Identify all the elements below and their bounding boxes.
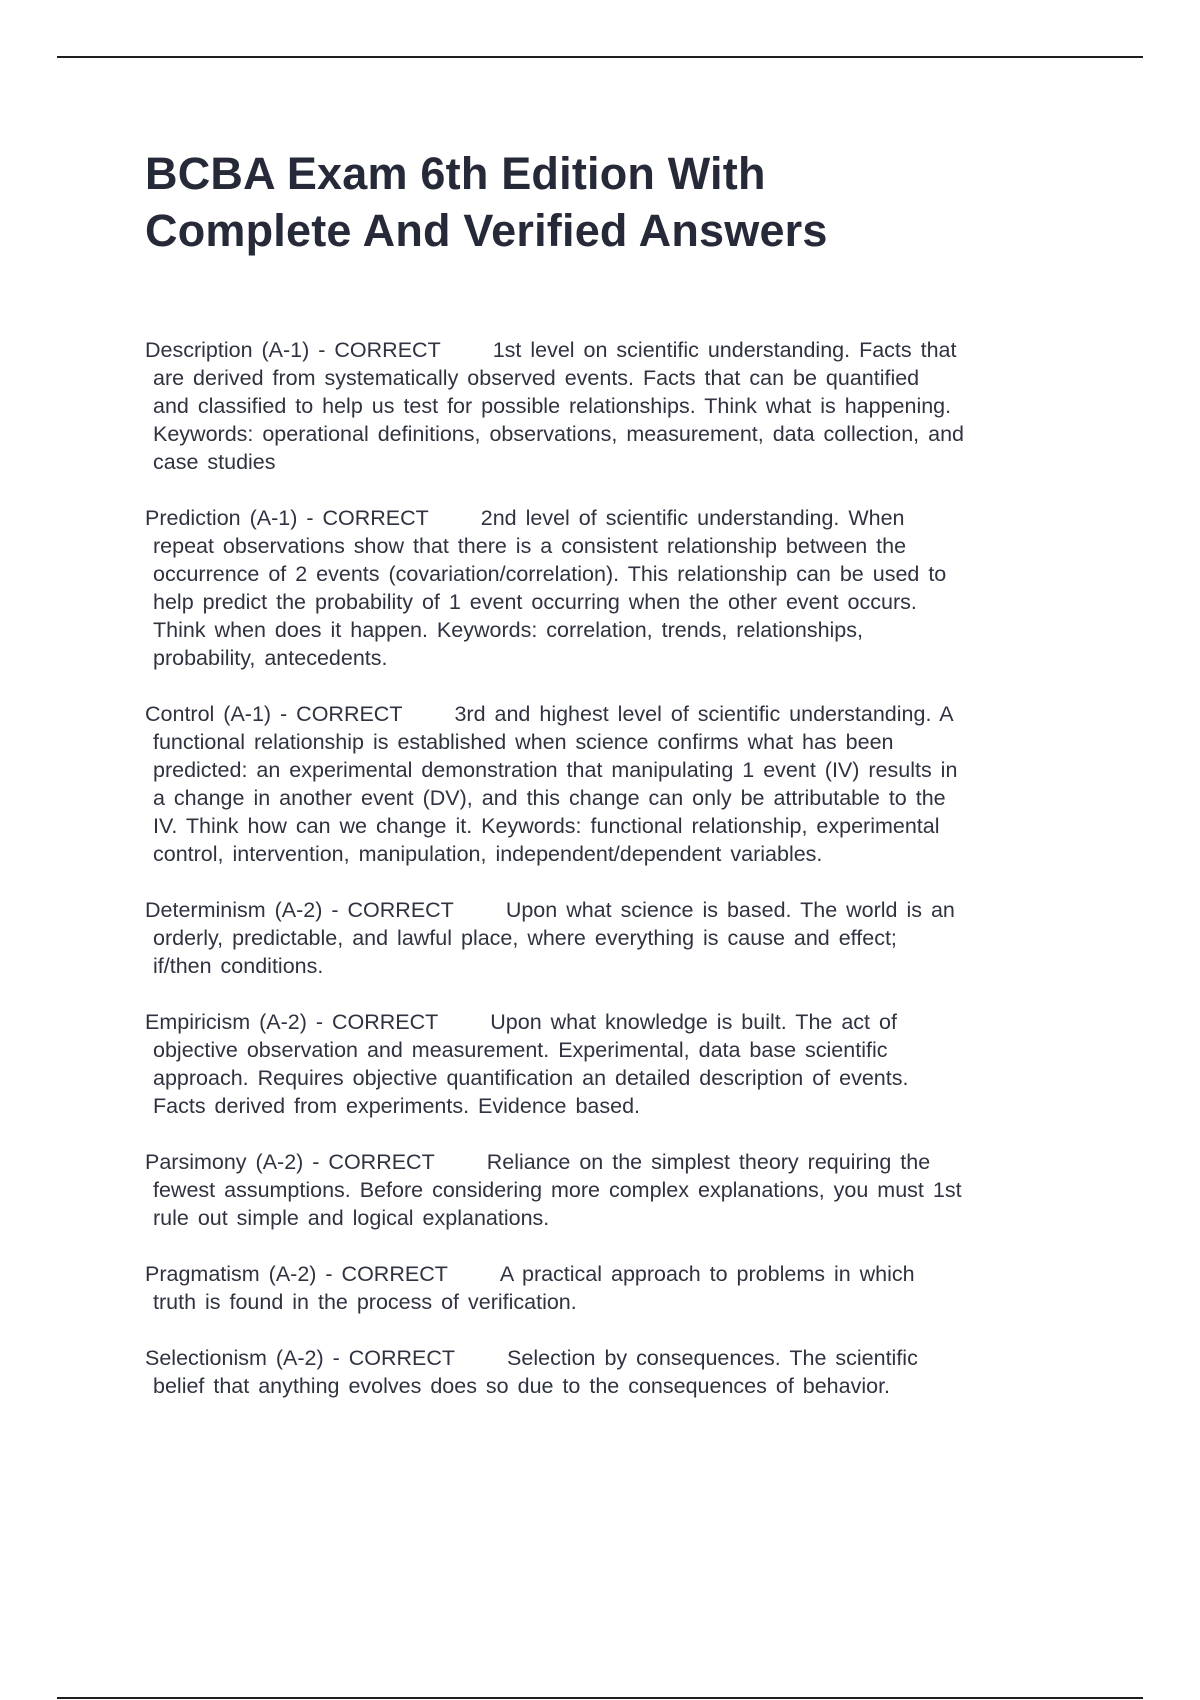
entry-definition-line	[145, 644, 1085, 672]
entry-definition-line	[145, 924, 1085, 952]
flashcard-entry	[145, 700, 1085, 868]
top-rule	[57, 56, 1143, 58]
entry-definition-line	[145, 392, 1085, 420]
entry-term: Selectionism (A-2) - CORRECT	[145, 1346, 456, 1370]
entry-definition-text: objective observation and measurement. Experimental, data base scientific	[153, 1038, 888, 1062]
entry-definition-text: fewest assumptions. Before considering more complex explanations, you must 1st	[153, 1178, 962, 1202]
entry-term: Pragmatism (A-2) - CORRECT	[145, 1262, 448, 1286]
entry-first-line	[145, 896, 1085, 924]
entry-first-line	[145, 504, 1085, 532]
entry-definition-text: orderly, predictable, and lawful place, where everything is cause and effect;	[153, 926, 897, 950]
entry-definition-line	[145, 1064, 1085, 1092]
flashcard-entry	[145, 1148, 1085, 1232]
entry-definition-text: truth is found in the process of verification.	[153, 1290, 577, 1314]
flashcard-list	[145, 336, 1085, 1428]
entry-first-line	[145, 1260, 1085, 1288]
entry-definition-text: rule out simple and logical explanations.	[153, 1206, 550, 1230]
entry-definition-text: Upon what knowledge is built. The act of	[490, 1010, 897, 1034]
entry-definition-text: predicted: an experimental demonstration that manipulating 1 event (IV) results in	[153, 758, 958, 782]
entry-definition-text: are derived from systematically observed events. Facts that can be quantified	[153, 366, 920, 390]
entry-first-line	[145, 700, 1085, 728]
entry-definition-line	[145, 532, 1085, 560]
entry-definition-text: Facts derived from experiments. Evidence based.	[153, 1094, 641, 1118]
entry-definition-line	[145, 1092, 1085, 1120]
entry-term: Parsimony (A-2) - CORRECT	[145, 1150, 435, 1174]
flashcard-entry	[145, 1008, 1085, 1120]
entry-definition-text: Think when does it happen. Keywords: correlation, trends, relationships,	[153, 618, 863, 642]
entry-definition-line	[145, 616, 1085, 644]
entry-term: Control (A-1) - CORRECT	[145, 702, 403, 726]
entry-definition-line	[145, 728, 1085, 756]
flashcard-entry	[145, 1260, 1085, 1316]
entry-definition-line	[145, 756, 1085, 784]
entry-definition-text: Upon what science is based. The world is an	[505, 898, 955, 922]
entry-definition-line	[145, 1036, 1085, 1064]
entry-definition-line	[145, 784, 1085, 812]
entry-term: Empiricism (A-2) - CORRECT	[145, 1010, 439, 1034]
entry-first-line	[145, 1008, 1085, 1036]
entry-definition-text: Reliance on the simplest theory requiring the	[486, 1150, 931, 1174]
entry-definition-line	[145, 420, 1085, 448]
entry-definition-line	[145, 952, 1085, 980]
entry-definition-line	[145, 588, 1085, 616]
entry-first-line	[145, 1344, 1085, 1372]
flashcard-entry	[145, 896, 1085, 980]
entry-definition-text: control, intervention, manipulation, independent/dependent variables.	[153, 842, 823, 866]
entry-definition-line	[145, 364, 1085, 392]
entry-definition-text: if/then conditions.	[153, 954, 324, 978]
entry-definition-text: 2nd level of scientific understanding. When	[480, 506, 905, 530]
entry-definition-line	[145, 560, 1085, 588]
entry-first-line	[145, 1148, 1085, 1176]
entry-definition-text: 3rd and highest level of scientific understanding. A	[454, 702, 954, 726]
entry-definition-text: case studies	[153, 450, 276, 474]
flashcard-entry	[145, 1344, 1085, 1400]
flashcard-entry	[145, 336, 1085, 476]
entry-definition-line	[145, 840, 1085, 868]
entry-definition-line	[145, 1288, 1085, 1316]
entry-term: Prediction (A-1) - CORRECT	[145, 506, 429, 530]
page-title	[145, 145, 1095, 259]
entry-definition-line	[145, 812, 1085, 840]
title-line-1: BCBA Exam 6th Edition With	[145, 148, 766, 199]
entry-definition-line	[145, 1372, 1085, 1400]
entry-definition-text: functional relationship is established when science confirms what has been	[153, 730, 894, 754]
entry-definition-text: A practical approach to problems in which	[499, 1262, 915, 1286]
entry-definition-text: Selection by consequences. The scientific	[507, 1346, 918, 1370]
entry-definition-line	[145, 1204, 1085, 1232]
entry-definition-text: probability, antecedents.	[153, 646, 388, 670]
entry-definition-text: occurrence of 2 events (covariation/correlation). This relationship can be used to	[153, 562, 947, 586]
entry-definition-text: IV. Think how can we change it. Keywords: functional relationship, experimental	[153, 814, 940, 838]
entry-definition-text: approach. Requires objective quantification an detailed description of events.	[153, 1066, 909, 1090]
entry-definition-text: repeat observations show that there is a consistent relationship between the	[153, 534, 907, 558]
entry-first-line	[145, 336, 1085, 364]
entry-definition-text: a change in another event (DV), and this change can only be attributable to the	[153, 786, 946, 810]
entry-definition-line	[145, 448, 1085, 476]
bottom-rule	[57, 1697, 1143, 1699]
flashcard-entry	[145, 504, 1085, 672]
entry-definition-text: belief that anything evolves does so due to the consequences of behavior.	[153, 1374, 891, 1398]
entry-definition-text: and classified to help us test for possible relationships. Think what is happening.	[153, 394, 952, 418]
entry-definition-text: help predict the probability of 1 event occurring when the other event occurs.	[153, 590, 917, 614]
entry-definition-text: Keywords: operational definitions, observations, measurement, data collection, and	[153, 422, 964, 446]
entry-definition-text: 1st level on scientific understanding. Facts that	[492, 338, 957, 362]
entry-definition-line	[145, 1176, 1085, 1204]
entry-term: Description (A-1) - CORRECT	[145, 338, 441, 362]
title-line-2: Complete And Verified Answers	[145, 205, 828, 256]
entry-term: Determinism (A-2) - CORRECT	[145, 898, 454, 922]
